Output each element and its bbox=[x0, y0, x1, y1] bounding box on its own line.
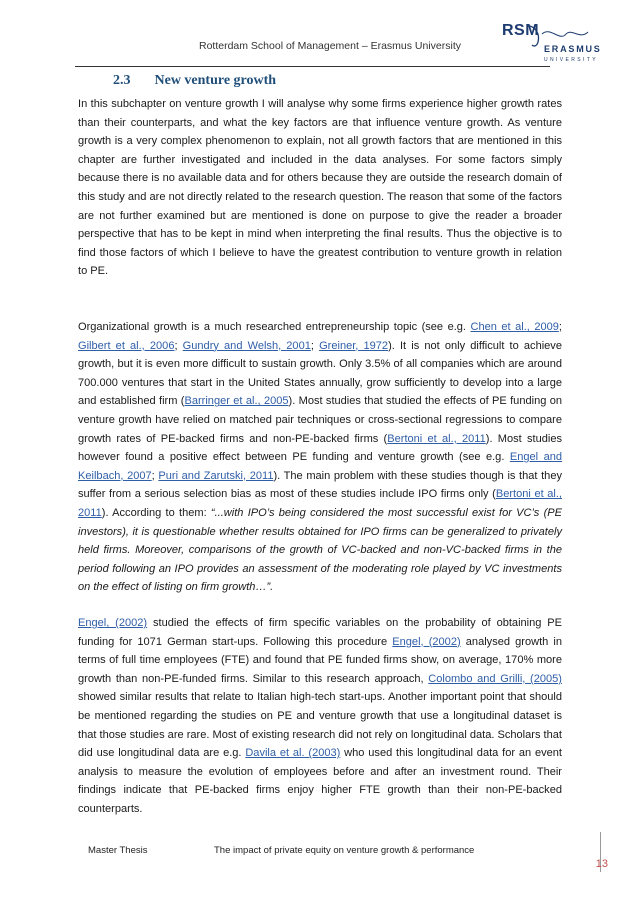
citation-link[interactable]: Chen et al., 2009 bbox=[470, 321, 559, 333]
paragraph-1: In this subchapter on venture growth I will analyse why some firms experience higher growth rates than their counterparts, and what the key factors are that influence venture growth. As venture growth is a very complex phenomenon to explain, not all growth factors that are mentioned in this chapter are further investigated and included in the data analyses. For some factors simply because there is no available data and for others because they are outside the research domain of this study and are not directly related to the research question. The reason that some of the factors are not further examined but are mentioned is done on purpose to give the reader a broader perspective that has to be kept in mind when interpreting the final results. Thus the objective is to find those factors of which I believe to have the greatest contribution to venture growth in relation to PE. bbox=[78, 98, 562, 278]
citation-link[interactable]: Bertoni et al., 2011 bbox=[387, 432, 486, 445]
text-run: ; bbox=[558, 321, 562, 333]
footer-left: Master Thesis bbox=[88, 845, 148, 856]
section-heading bbox=[113, 73, 276, 89]
rsm-erasmus-logo bbox=[500, 22, 620, 70]
citation-link[interactable]: Gilbert et al., 2006 bbox=[78, 339, 175, 352]
text-run: ). It is not only difficult to achieve growth, but it is even more difficult to sustain growth. Only 3.5% of all companies which are around 700.000 ventures that start in the United States annually, grow sufficiently to develop into a large and established firm ( bbox=[78, 339, 562, 408]
text-run: ). Most studies that studied the effects of PE funding on venture growth have relied on matched pair techniques or cross-sectional regressions to compare growth rates of PE-backed firms and non-PE-backed firms ( bbox=[78, 395, 563, 445]
logo-erasmus-text: ERASMUS bbox=[544, 44, 602, 54]
paragraph-3 bbox=[78, 614, 562, 819]
citation-link[interactable]: Puri and Zarutski, 2011 bbox=[158, 469, 274, 482]
paragraph-2 bbox=[78, 318, 562, 597]
text-run: showed similar results that relate to Italian high-tech start-ups. Another important point that should be mentioned regarding the studies on PE and venture growth that use a longitudinal dataset is that those studies are rare. Most of existing research did not rely on longitudinal data. Scholars that did use longitudinal data are e.g. bbox=[78, 691, 562, 760]
citation-link[interactable]: Colombo and Grilli, (2005) bbox=[428, 672, 562, 685]
logo-university-text: UNIVERSITY bbox=[544, 57, 599, 63]
logo-rsm-text: RSM bbox=[502, 22, 540, 39]
citation-link[interactable]: Bertoni et al., 2011 bbox=[78, 488, 563, 519]
section-title: New venture growth bbox=[154, 73, 277, 88]
text-run: ; bbox=[151, 469, 159, 482]
text-run: ). The main problem with these studies though is that they suffer from a serious selection bias as most of these studies include IPO firms only ( bbox=[78, 469, 562, 501]
footer-center: The impact of private equity on venture growth & performance bbox=[214, 845, 475, 856]
text-run: studied the effects of firm specific variables on the probability of obtaining PE funding for 1071 German start-ups. Following this procedure bbox=[78, 617, 563, 648]
citation-link[interactable]: Barringer et al., 2005 bbox=[184, 395, 289, 408]
text-run: who used this longitudinal data for an event analysis to measure the evolution of employees before and after an investment round. Their findings indicate that PE-backed firms enjoy higher FTE growth than their non-PE-backed counterparts. bbox=[78, 747, 562, 815]
page-number: 13 bbox=[595, 858, 608, 870]
section-number: 2.3 bbox=[113, 73, 131, 88]
text-run: ; bbox=[310, 339, 320, 352]
header-divider bbox=[75, 66, 550, 67]
text-run: ). According to them: bbox=[101, 506, 211, 519]
citation-link[interactable]: Engel and Keilbach, 2007 bbox=[78, 451, 563, 482]
block-quote: “...with IPO’s being considered the most successful exist for VC’s (PE investors), it is questionable whether results obtained for IPO firms can be generalized to privately held firms. Moreover, comparisons of the growth of VC-backed and non-VC-backed firms in the period following an IPO provides an assessment of the moderating role played by VC investments on the effect of listing on firm growth…”. bbox=[78, 506, 562, 594]
text-run: ). Most studies however found a positive effect between PE funding and venture growth (see e.g. bbox=[78, 432, 562, 464]
citation-link[interactable]: Gundry and Welsh, 2001 bbox=[182, 339, 311, 352]
text-run: analysed growth in terms of full time employees (FTE) and found that PE funded firms show, on average, 170% more growth than non-PE-funded firms. Similar to this research approach, bbox=[78, 635, 563, 685]
citation-link[interactable]: Greiner, 1972 bbox=[319, 339, 389, 352]
header-title: Rotterdam School of Management – Erasmus University bbox=[198, 40, 462, 52]
text-run: ; bbox=[174, 339, 183, 352]
citation-link[interactable]: Davila et al. (2003) bbox=[245, 747, 341, 760]
citation-link[interactable]: Engel, (2002) bbox=[392, 635, 461, 648]
text-run: Organizational growth is a much researched entrepreneurship topic (see e.g. bbox=[78, 321, 471, 333]
citation-link[interactable]: Engel, (2002) bbox=[78, 617, 148, 629]
